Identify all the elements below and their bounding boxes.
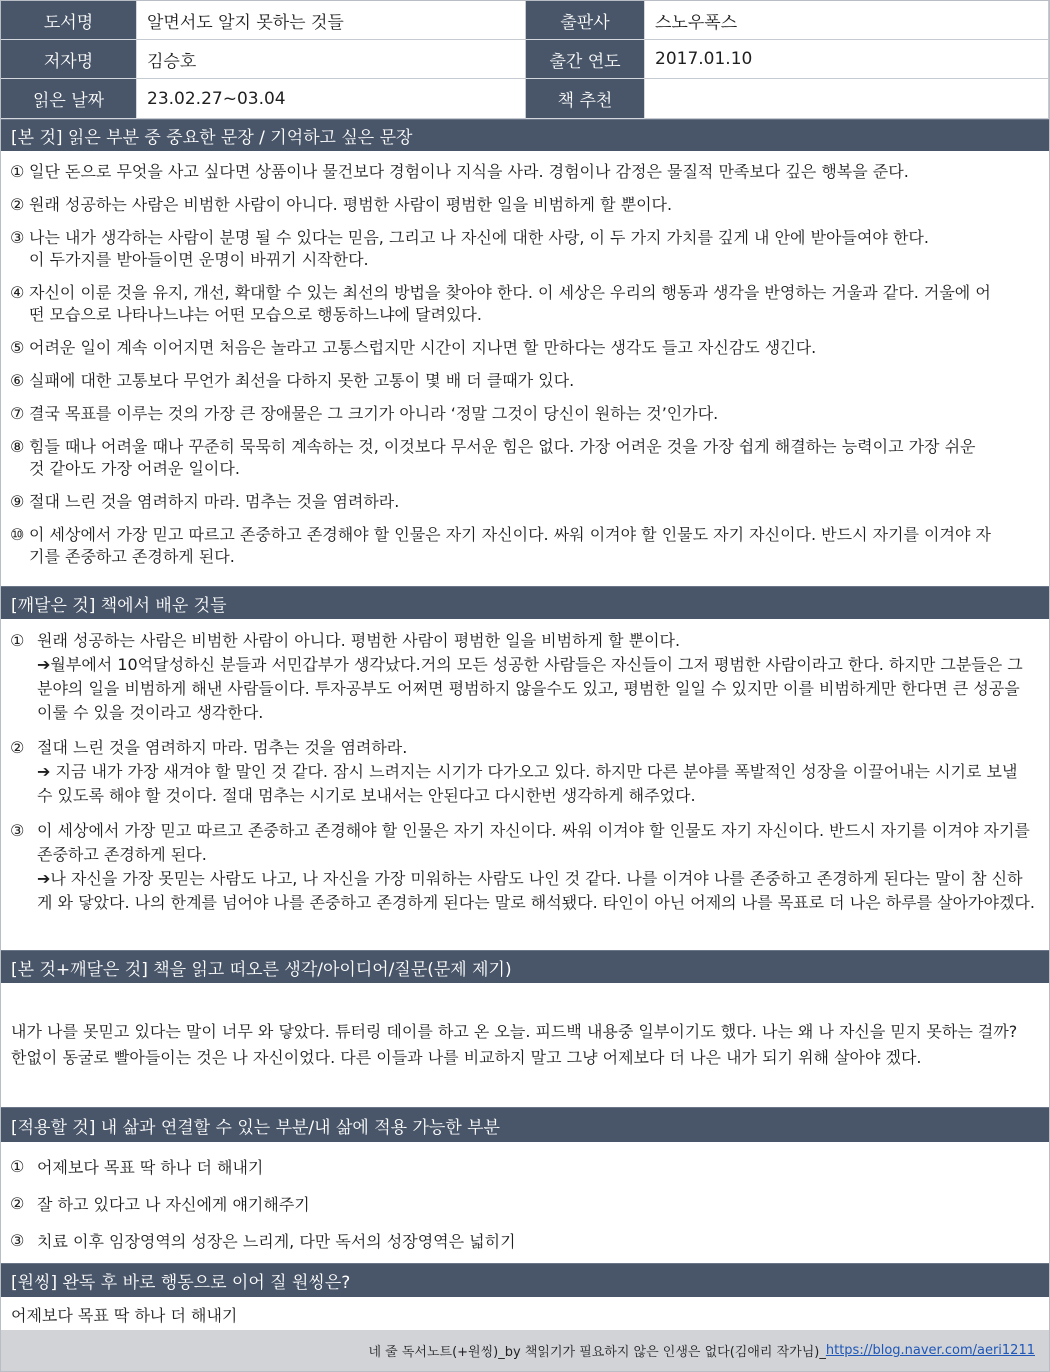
publisher-label: 출판사 <box>526 1 645 40</box>
list-item: ③ 나는 내가 생각하는 사람이 분명 될 수 있다는 믿음, 그리고 나 자신에 대한 사랑, 이 두 가지 가치를 깊게 내 안에 받아들여야 한다. 이 두가지를 받아들이면 운명이 바뀌기 시작한다. <box>10 228 929 269</box>
pubdate-label: 출간 연도 <box>526 40 645 79</box>
list-item: ④ 자신이 이룬 것을 유지, 개선, 확대할 수 있는 최선의 방법을 찾아야 한다. 이 세상은 우리의 행동과 생각을 반영하는 거울과 같다. 거울에 어 떤 모습으로 나타나느냐는 어떤 모습으로 행동하느냐에 달려있다. <box>10 283 991 324</box>
footer-credit: 네 줄 독서노트(+원씽)_by 책읽기가 필요하지 않은 인생은 없다(김애리 작가님)_ <box>368 1345 826 1360</box>
publisher-value: 스노우폭스 <box>645 1 1049 40</box>
title-value: 알면서도 알지 못하는 것들 <box>137 1 526 40</box>
seen-section-header: [본 것] 읽은 부분 중 중요한 문장 / 기억하고 싶은 문장 <box>1 119 1049 151</box>
list-item: ⑧ 힘들 때나 어려울 때나 꾸준히 묵묵히 계속하는 것, 이것보다 무서운 힘은 없다. 가장 어려운 것을 가장 쉽게 해결하는 능력이고 가장 쉬운 것 같아도 가장 어려운 일이다. <box>10 437 976 478</box>
realized-quote: 이 세상에서 가장 믿고 따르고 존중하고 존경해야 할 인물은 자기 자신이다. 싸워 이겨야 할 인물도 자기 자신이다. 반드시 자기를 이겨야 자기를 존중하고 존경하게 된다. <box>37 821 1030 864</box>
recommend-value <box>645 79 1049 119</box>
realized-quote: 원래 성공하는 사람은 비범한 사람이 아니다. 평범한 사람이 평범한 일을 비범하게 할 뿐이다. <box>37 631 681 650</box>
realized-quote: 절대 느린 것을 염려하지 마라. 멈추는 것을 염려하라. <box>37 738 408 757</box>
realized-section-header: [깨달은 것] 책에서 배운 것들 <box>1 586 1049 619</box>
realized-note: ➔나 자신을 가장 못믿는 사람도 나고, 나 자신을 가장 미워하는 사람도 나인 것 같다. 나를 이겨야 나를 존중하고 존경하게 된다는 말이 참 신하게 와 닿았다. 나의 한계를 넘어야 나를 존중하고 존경하게 된다는 말로 해석됐다. 타인이 아닌 어제의 나를 목표로 더 나은 하루를 살아가야겠다. <box>37 869 1035 912</box>
onething-section-header: [원씽] 완독 후 바로 행동으로 이어 질 원씽은? <box>1 1263 1049 1297</box>
readdate-label: 읽은 날짜 <box>1 79 137 119</box>
realized-note: ➔월부에서 10억달성하신 분들과 서민갑부가 생각났다.거의 모든 성공한 사람들은 자신들이 그저 평범한 사람이라고 한다. 하지만 그분들은 그 분야의 일을 비범하게 해낸 사람들이다. 투자공부도 어쩌면 평범하지 않을수도 있고, 평범한 일일 수 있지만 이를 비범하게만 한다면 큰 성공을 이룰 수 있을 것이라고 생각한다. <box>37 655 1023 722</box>
footer <box>1 1330 1049 1371</box>
ideas-body <box>1 983 1049 1107</box>
apply-list <box>1 1142 1049 1263</box>
readdate-value: 23.02.27~03.04 <box>137 79 526 119</box>
apply-section-header: [적용할 것] 내 삶과 연결할 수 있는 부분/내 삶에 적용 가능한 부분 <box>1 1107 1049 1142</box>
seen-list <box>1 151 1049 586</box>
list-item: ⑤ 어려운 일이 계속 이어지면 처음은 놀라고 고통스럽지만 시간이 지나면 할 만하다는 생각도 들고 자신감도 생긴다. <box>10 338 817 357</box>
ideas-text: 내가 나를 못믿고 있다는 말이 너무 와 닿았다. 튜터링 데이를 하고 온 오늘. 피드백 내용중 일부이기도 했다. 나는 왜 나 자신을 믿지 못하는 걸까? 한없이 동굴로 빨아들이는 것은 나 자신이었다. 다른 이들과 나를 비교하지 말고 그냥 어제보다 더 나은 내가 되기 위해 살아야 겠다. <box>11 1022 1018 1067</box>
book-info-table <box>1 1 1049 119</box>
list-item: ② 절대 느린 것을 염려하지 마라. 멈추는 것을 염려하라. ➔ 지금 내가 가장 새겨야 할 말인 것 같다. 잠시 느려지는 시기가 다가오고 있다. 하지만 다른 분야를 폭발적인 성장을 이끌어내는 시기로 보낼 수 있도록 해야 할 것이다. 절대 멈추는 시기로 보내서는 안된다고 다시한번 생각하게 해주었다. <box>1 736 1049 808</box>
list-item: ⑩ 이 세상에서 가장 믿고 따르고 존중하고 존경해야 할 인물은 자기 자신이다. 싸워 이겨야 할 인물도 자기 자신이다. 반드시 자기를 이겨야 자 기를 존중하고 존경하게 된다. <box>10 525 991 566</box>
list-item: ⑥ 실패에 대한 고통보다 무언가 최선을 다하지 못한 고통이 몇 배 더 클때가 있다. <box>10 371 575 390</box>
footer-blog-link[interactable]: https://blog.naver.com/aeri1211 <box>825 1343 1035 1358</box>
list-item: ② 원래 성공하는 사람은 비범한 사람이 아니다. 평범한 사람이 평범한 일을 비범하게 할 뿐이다. <box>10 195 673 214</box>
author-label: 저자명 <box>1 40 137 79</box>
list-item: ③ 이 세상에서 가장 믿고 따르고 존중하고 존경해야 할 인물은 자기 자신이다. 싸워 이겨야 할 인물도 자기 자신이다. 반드시 자기를 이겨야 자기를 존중하고 존경하게 된다. ➔나 자신을 가장 못믿는 사람도 나고, 나 자신을 가장 미워하는 사람도 나인 것 같다. 나를 이겨야 나를 존중하고 존경하게 된다는 말이 참 신하게 와 닿았다. 나의 한계를 넘어야 나를 존중하고 존경하게 된다는 말로 해석됐다. 타인이 아닌 어제의 나를 목표로 더 나은 하루를 살아가야겠다. <box>1 819 1049 915</box>
list-item: ② 잘 하고 있다고 나 자신에게 얘기해주기 <box>10 1194 310 1214</box>
list-item: ③ 치료 이후 임장영역의 성장은 느리게, 다만 독서의 성장영역은 넓히기 <box>10 1231 516 1251</box>
title-label: 도서명 <box>1 1 137 40</box>
author-value: 김승호 <box>137 40 526 79</box>
onething-text: 어제보다 목표 딱 하나 더 해내기 <box>11 1305 238 1325</box>
list-item: ⑨ 절대 느린 것을 염려하지 마라. 멈추는 것을 염려하라. <box>10 492 400 511</box>
realized-list <box>1 619 1049 950</box>
pubdate-value: 2017.01.10 <box>645 40 1049 79</box>
list-item: ⑦ 결국 목표를 이루는 것의 가장 큰 장애물은 그 크기가 아니라 ‘정말 그것이 당신이 원하는 것’인가다. <box>10 404 719 423</box>
ideas-section-header: [본 것+깨달은 것] 책을 읽고 떠오른 생각/아이디어/질문(문제 제기) <box>1 950 1049 983</box>
realized-note: ➔ 지금 내가 가장 새겨야 할 말인 것 같다. 잠시 느려지는 시기가 다가오고 있다. 하지만 다른 분야를 폭발적인 성장을 이끌어내는 시기로 보낼 수 있도록 해야 할 것이다. 절대 멈추는 시기로 보내서는 안된다고 다시한번 생각하게 해주었다. <box>37 762 1018 805</box>
list-item: ① 원래 성공하는 사람은 비범한 사람이 아니다. 평범한 사람이 평범한 일을 비범하게 할 뿐이다. ➔월부에서 10억달성하신 분들과 서민갑부가 생각났다.거의 모든 성공한 사람들은 자신들이 그저 평범한 사람이라고 한다. 하지만 그분들은 그 분야의 일을 비범하게 해낸 사람들이다. 투자공부도 어쩌면 평범하지 않을수도 있고, 평범한 일일 수 있지만 이를 비범하게만 한다면 큰 성공을 이룰 수 있을 것이라고 생각한다. <box>1 629 1049 725</box>
recommend-label: 책 추천 <box>526 79 645 119</box>
list-item: ① 일단 돈으로 무엇을 사고 싶다면 상품이나 물건보다 경험이나 지식을 사라. 경험이나 감정은 물질적 만족보다 깊은 행복을 준다. <box>10 162 909 181</box>
list-item: ① 어제보다 목표 딱 하나 더 해내기 <box>10 1157 264 1177</box>
